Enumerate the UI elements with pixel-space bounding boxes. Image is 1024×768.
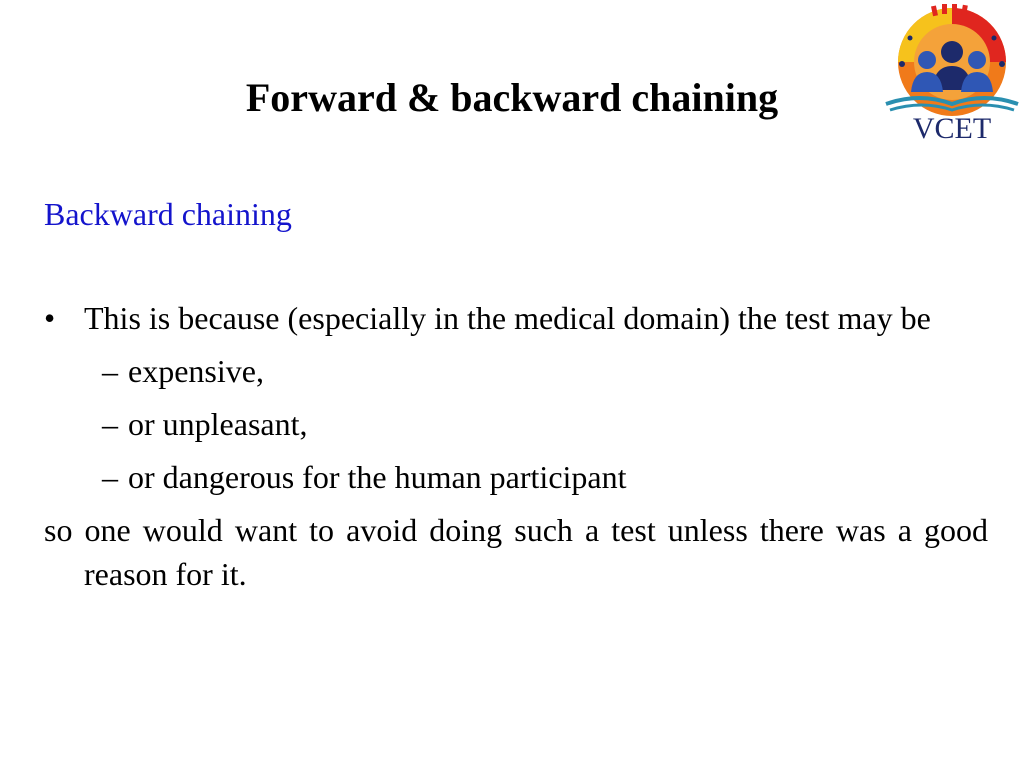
- sub-item: [44, 349, 988, 393]
- dash-marker: –: [102, 459, 118, 495]
- section-heading: Backward chaining: [44, 196, 292, 232]
- closing-text: so one would want to avoid doing such a test unless there was a good reason for it.: [44, 512, 988, 592]
- vcet-logo-icon: [880, 4, 1024, 142]
- sub-item: [44, 402, 988, 446]
- sub-item-text: or dangerous for the human participant: [128, 459, 627, 495]
- bullet-text: This is because (especially in the medical domain) the test may be: [84, 300, 931, 336]
- logo-wordmark: VCET: [912, 112, 992, 142]
- sub-item: [44, 455, 988, 499]
- sub-item-text: or unpleasant,: [128, 406, 308, 442]
- vcet-logo: [880, 4, 1024, 142]
- bullet-marker: •: [44, 300, 56, 336]
- slide-title: Forward & backward chaining: [245, 75, 779, 120]
- dash-marker: –: [102, 406, 118, 442]
- bullet-item: [44, 296, 988, 340]
- sub-item-text: expensive,: [128, 353, 264, 389]
- dash-marker: –: [102, 353, 118, 389]
- slide-body: [44, 296, 988, 596]
